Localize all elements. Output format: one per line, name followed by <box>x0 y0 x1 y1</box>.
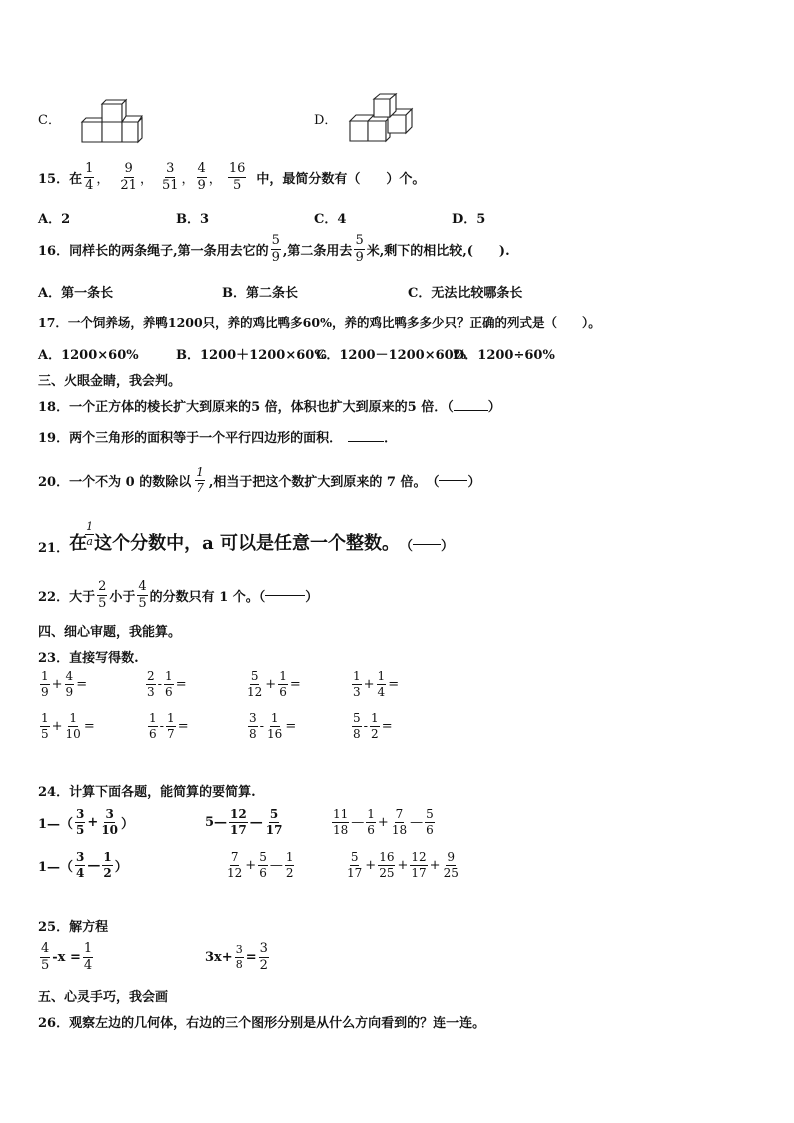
q23-item: $\frac{5}{8}$ - $\frac{1}{2}$ = <box>353 711 393 741</box>
fraction: $\frac{1}{a}$ <box>86 520 94 548</box>
question-18: 18．一个正方体的棱长扩大到原来的5 倍，体积也扩大到原来的5 倍．（ ） <box>38 400 501 415</box>
section-3-title: 三、火眼金睛，我会判。 <box>38 374 182 389</box>
option-c-cube-figure <box>80 98 144 144</box>
answer-blank[interactable] <box>439 480 467 481</box>
answer-blank[interactable] <box>348 441 384 442</box>
question-20: 20．一个不为 0 的数除以 $\frac{1}{7}$ ,相当于把这个数扩大到原来的 7 倍。 （ ） <box>38 465 481 495</box>
fraction: $\frac{5}{9}$ <box>271 233 280 265</box>
q15-stem-start: 15．在 <box>38 171 83 187</box>
question-16 <box>38 234 510 264</box>
fraction: $\frac{5}{9}$ <box>355 233 364 265</box>
q24-expression: $\frac{11}{18}$ — $\frac{1}{6}$ + $\frac{7}{18}$ — $\frac{5}{6}$ <box>333 807 434 837</box>
section-4-title: 四、细心审题，我能算。 <box>38 625 182 640</box>
q23-item: $\frac{2}{3}$ - $\frac{1}{6}$ = <box>147 669 187 699</box>
fraction: $\frac{4}{9}$ <box>197 161 206 193</box>
q23-item: $\frac{1}{5}$ + $\frac{1}{10}$ = <box>41 711 95 741</box>
fraction: $\frac{2}{5}$ <box>98 579 107 611</box>
q23-title: 23．直接写得数. <box>38 651 139 666</box>
q24-expression: $\frac{7}{12}$ + $\frac{5}{6}$ — $\frac{1}{2}$ <box>227 850 294 880</box>
q16-option-c[interactable]: C．无法比较哪条长 <box>408 286 523 301</box>
fraction: $\frac{9}{21}$ <box>120 161 137 193</box>
q24-expression: 5— $\frac{12}{17}$ — $\frac{5}{17}$ <box>205 807 283 837</box>
question-15 <box>38 162 425 192</box>
q17-option-c[interactable]: C．1200－1200×60% <box>316 348 467 363</box>
answer-blank[interactable] <box>413 544 441 545</box>
separator: ， <box>181 171 195 187</box>
q15-stem-end: 中，最简分数有（ ）个。 <box>256 171 426 187</box>
section-5-title: 五、心灵手巧，我会画 <box>38 990 169 1005</box>
q23-item: $\frac{1}{6}$ - $\frac{1}{7}$ = <box>149 711 189 741</box>
q24-title: 24．计算下面各题，能简算的要简算. <box>38 785 256 800</box>
q25-equation-1: $\frac{4}{5}$ -x = $\frac{1}{4}$ <box>41 941 93 973</box>
question-26: 26．观察左边的几何体，右边的三个图形分别是从什么方向看到的？连一连。 <box>38 1016 486 1031</box>
q24-expression: 1—（ $\frac{3}{5}$ + $\frac{3}{10}$ ） <box>38 807 135 837</box>
separator: ， <box>208 171 222 187</box>
answer-blank[interactable] <box>265 595 305 596</box>
q16-stem-2: ,第二条用去 <box>282 243 353 259</box>
q24-expression: $\frac{5}{17}$ + $\frac{16}{25}$ + $\frac{12}{17}$ + $\frac{9}{25}$ <box>347 850 459 880</box>
fraction: $\frac{1}{7}$ <box>196 465 204 495</box>
q23-item: $\frac{3}{8}$ - $\frac{1}{16}$ = <box>249 711 297 741</box>
separator: ， <box>96 171 110 187</box>
q23-item: $\frac{5}{12}$ + $\frac{1}{6}$ = <box>247 669 301 699</box>
q16-option-a[interactable]: A．第一条长 <box>38 286 114 301</box>
separator: ， <box>139 171 153 187</box>
question-17: 17．一个饲养场，养鸭1200只，养的鸡比鸭多60%，养的鸡比鸭多多少只？正确的列式是（ ）。 <box>38 315 601 330</box>
fraction: $\frac{4}{5}$ <box>138 579 147 611</box>
q23-item: $\frac{1}{3}$ + $\frac{1}{4}$ = <box>353 669 400 699</box>
q25-equation-2: 3x+ $\frac{3}{8}$ = $\frac{3}{2}$ <box>205 941 268 973</box>
q17-option-a[interactable]: A．1200×60% <box>38 348 139 363</box>
q16-option-b[interactable]: B．第二条长 <box>222 286 298 301</box>
q17-option-b[interactable]: B．1200＋1200×60% <box>176 348 327 363</box>
fraction: $\frac{16}{5}$ <box>228 161 246 193</box>
question-21: 21． 在 $\frac{1}{a}$ 这个分数中，a 可以是任意一个整数。 （ ） <box>38 520 455 556</box>
q15-option-a[interactable]: A．2 <box>38 212 71 227</box>
q16-stem-1: 16．同样长的两条绳子,第一条用去它的 <box>38 243 269 259</box>
option-d-cube-figure <box>348 93 418 145</box>
question-19: 19．两个三角形的面积等于一个平行四边形的面积． ． <box>38 431 398 446</box>
q17-option-d[interactable]: D．1200÷60% <box>453 348 555 363</box>
q15-option-d[interactable]: D．5 <box>452 212 486 227</box>
q23-item: $\frac{1}{9}$ + $\frac{4}{9}$ = <box>41 669 88 699</box>
q16-stem-3: 米,剩下的相比较,( ). <box>366 243 510 259</box>
option-c-label: C． <box>38 113 61 128</box>
q24-expression: 1—（ $\frac{3}{4}$ — $\frac{1}{2}$ ） <box>38 850 128 880</box>
q15-option-c[interactable]: C．4 <box>314 212 347 227</box>
question-22: 22．大于 $\frac{2}{5}$ 小于 $\frac{4}{5}$ 的分数只有 1 个。（ ） <box>38 579 319 611</box>
answer-blank[interactable] <box>454 410 488 411</box>
option-d-label: D． <box>314 113 338 128</box>
fraction: $\frac{1}{4}$ <box>85 161 94 193</box>
q25-title: 25．解方程 <box>38 920 109 935</box>
fraction: $\frac{3}{51}$ <box>161 161 179 193</box>
q15-option-b[interactable]: B．3 <box>176 212 210 227</box>
